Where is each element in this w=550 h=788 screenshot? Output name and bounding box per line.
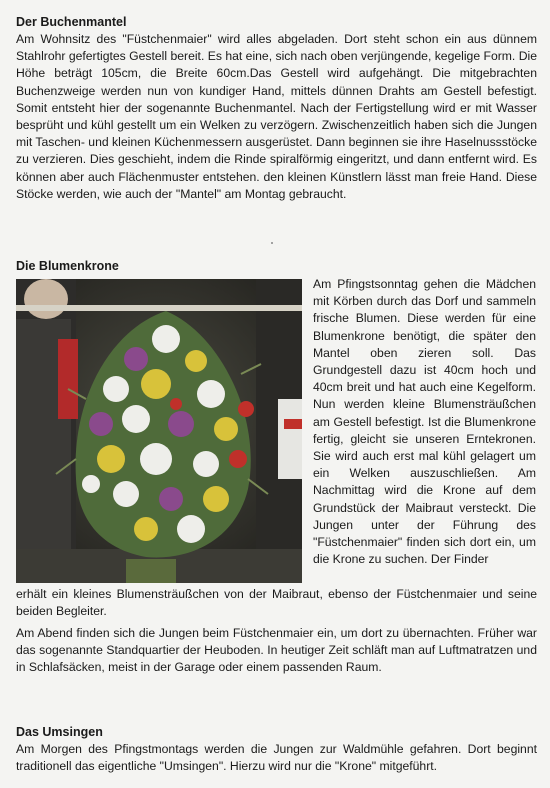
- paragraph-buchenmantel: Am Wohnsitz des "Füstchenmaier" wird alles abgeladen. Dort steht schon ein aus dünnem Stahlrohr gefertigtes Gestell bereit. Es hat eine, sich nach oben verjüngende, kegelige Form. Die Höhe beträgt 105cm, die Breite 60cm.Das Gestell wird aufgehängt. Die mitgebrachten Buchenzweige werden nun von kundiger Hand, mittels dünnen Drahts am Gestell befestigt. Somit entsteht hier der sogenannte Buchenmantel. Nach der Fertigstellung wird er mit Wasser besprüht und kühl gestellt um ein Welken zu verzögern. Zwischenzeitlich haben sich die Jungen mit Taschen- und kleinen Küchenmessern ausgerüstet. Dann beginnen sie ihre Haselnussstöcke zu verzieren. Dies geschieht, indem die Rinde spiralförmig eingeritzt, und dann entfernt wird. Es können aber auch Flächenmuster entstehen. den kleinen Künstlern lässt man freie Hand. Diese Stöcke werden, wie auch der "Mantel" am Montag gebraucht.: [16, 32, 537, 201]
- divider-dot: [271, 242, 273, 244]
- section-heading-buchenmantel: Der Buchenmantel: [16, 15, 127, 29]
- paragraph-blumenkrone-below-photo: erhält ein kleines Blumensträußchen von der Maibraut, ebenso der Füstchenmaier und seine beiden Begleiter.: [16, 587, 537, 619]
- paragraph-abend: Am Abend finden sich die Jungen beim Füstchenmaier ein, um dort zu übernachten. Früher war das sogenannte Standquartier der Heuboden. In heutiger Zeit schläft man auf Luftmatratzen und in Schlafsäcken, meist in der Garage oder einem passenden Raum.: [16, 626, 537, 675]
- paragraph-umsingen: Am Morgen des Pfingstmontags werden die Jungen zur Waldmühle gefahren. Dort beginnt traditionell das eigentliche "Umsingen". Hierzu wird nur die "Krone" mitgeführt.: [16, 742, 537, 774]
- section-heading-umsingen: Das Umsingen: [16, 725, 103, 739]
- flower-crown-photo: [16, 279, 302, 583]
- section-heading-blumenkrone: Die Blumenkrone: [16, 259, 119, 273]
- paragraph-blumenkrone-beside-photo: Am Pfingstsonntag gehen die Mädchen mit Körben durch das Dorf und sammeln frische Blumen. Diese werden für eine Blumenkrone benötigt, die später den Mantel oben zieren soll. Das Grundgestell dazu ist 40cm hoch und 40cm breit und hat auch eine Kegelform. Nun werden kleine Blumensträußchen am Gestell befestigt. Ist die Blumenkrone fertig, gleicht sie unseren Erntekronen. Sie wird auch erst mal kühl gelagert um ein Welken auszuschließen. Am Nachmittag wird die Krone auf dem Grundstück der Maibraut versteckt. Die Jungen unter der Führung des "Füstchenmaier" finden sich dort ein, um die Krone zu suchen. Der Finder: [313, 277, 536, 567]
